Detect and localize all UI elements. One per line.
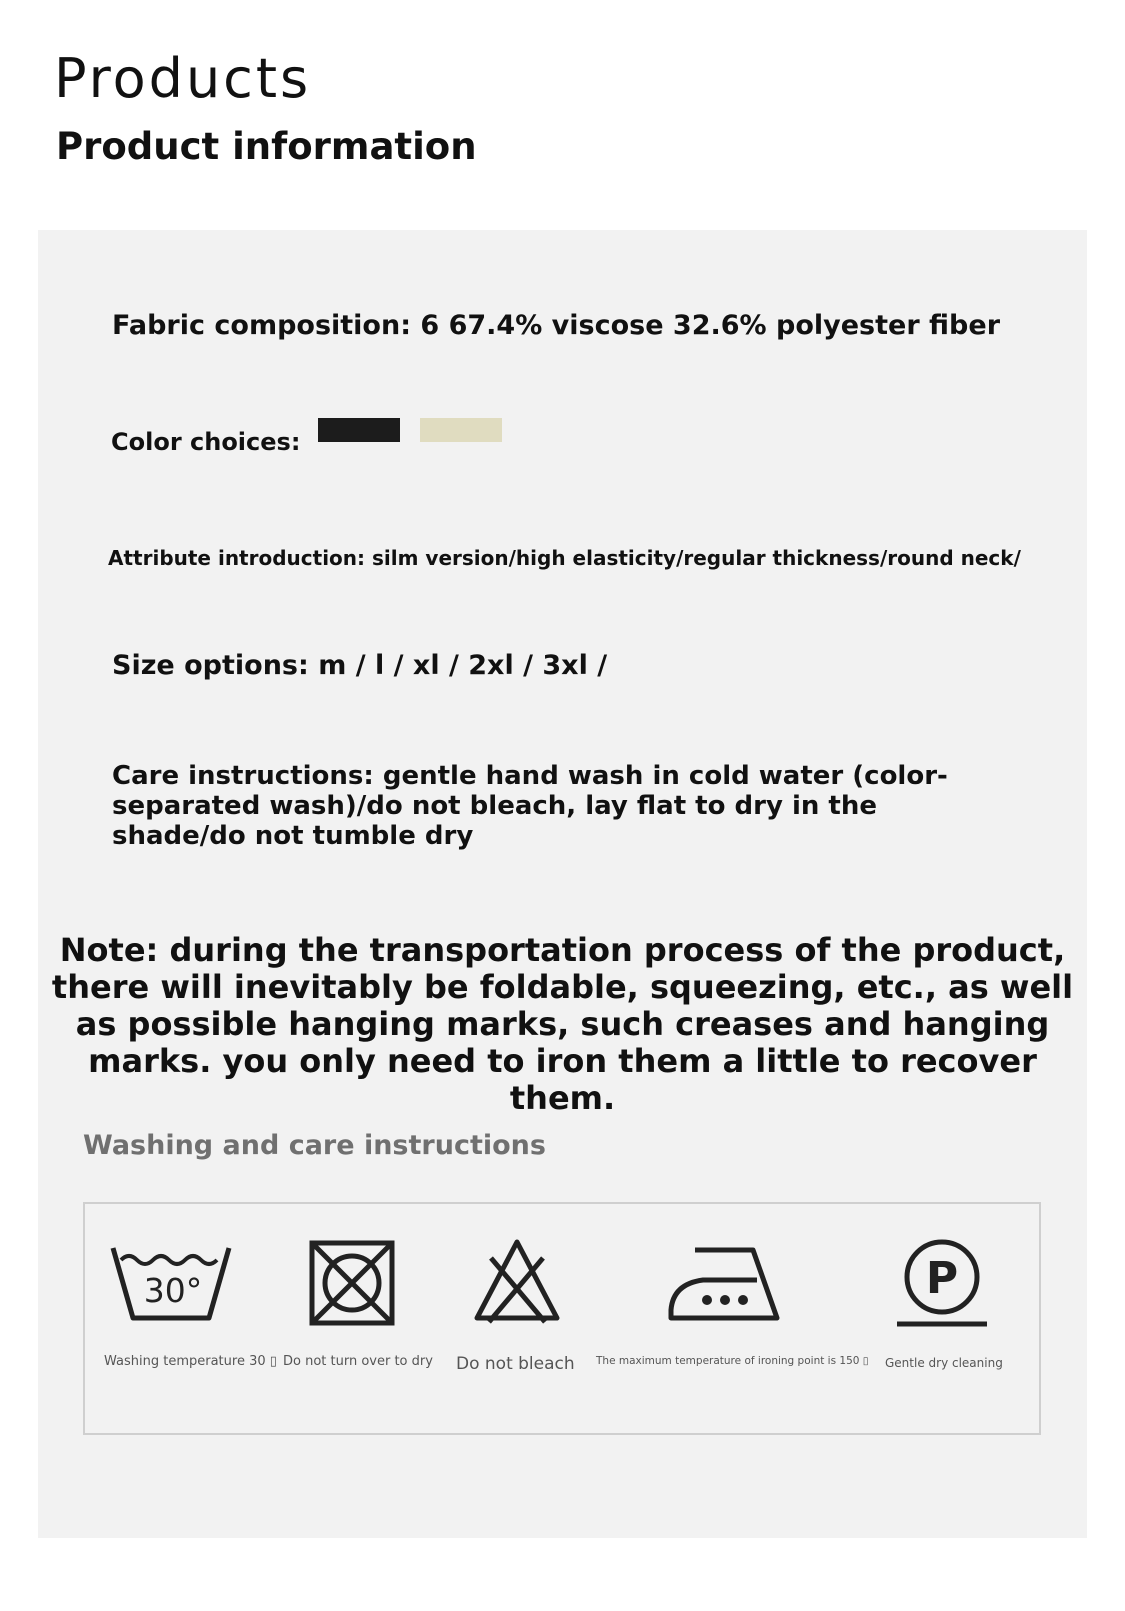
product-info-panel [38,230,1087,1538]
transport-note: Note: during the transportation process of the product, there will inevitably be foldable, squeezing, etc., as well as possible hanging marks, such creases and hanging marks. you only need to iron them a little to recover them. [51,931,1074,1117]
no-bleach-icon [473,1238,561,1324]
caption-washing-temp: Washing temperature 30 ▯ [104,1354,277,1369]
dry-clean-letter: P [925,1253,959,1304]
caption-ironing-temp: The maximum temperature of ironing point is 150 ▯ [596,1355,869,1367]
color-choices-label: Color choices: [111,428,301,456]
color-swatch-black [318,418,400,442]
iron-icon [667,1244,781,1324]
wash-temperature-text: 30° [143,1271,203,1310]
fabric-composition: Fabric composition: 6 67.4% viscose 32.6% polyester fiber [112,310,1001,341]
page-title: Products [54,47,312,110]
caption-no-tumble-dry: Do not turn over to dry [283,1354,433,1369]
color-swatch-beige [420,418,502,442]
size-options: Size options: m / l / xl / 2xl / 3xl / [112,650,608,681]
caption-dry-cleaning: Gentle dry cleaning [885,1356,1003,1370]
care-symbols-box [83,1202,1041,1435]
page-subtitle: Product information [56,125,477,168]
dry-clean-p-icon [895,1238,989,1328]
color-choices [111,418,502,456]
washing-section-title: Washing and care instructions [83,1130,546,1161]
care-instructions: Care instructions: gentle hand wash in cold water (color-separated wash)/do not bleach, lay flat to dry in the shade/do not tumble dry [112,761,948,851]
attribute-introduction: Attribute introduction: silm version/high elasticity/regular thickness/round neck/ [108,546,1021,570]
no-tumble-dry-icon [309,1240,395,1326]
wash-30-icon [109,1240,233,1322]
caption-no-bleach: Do not bleach [456,1354,575,1374]
